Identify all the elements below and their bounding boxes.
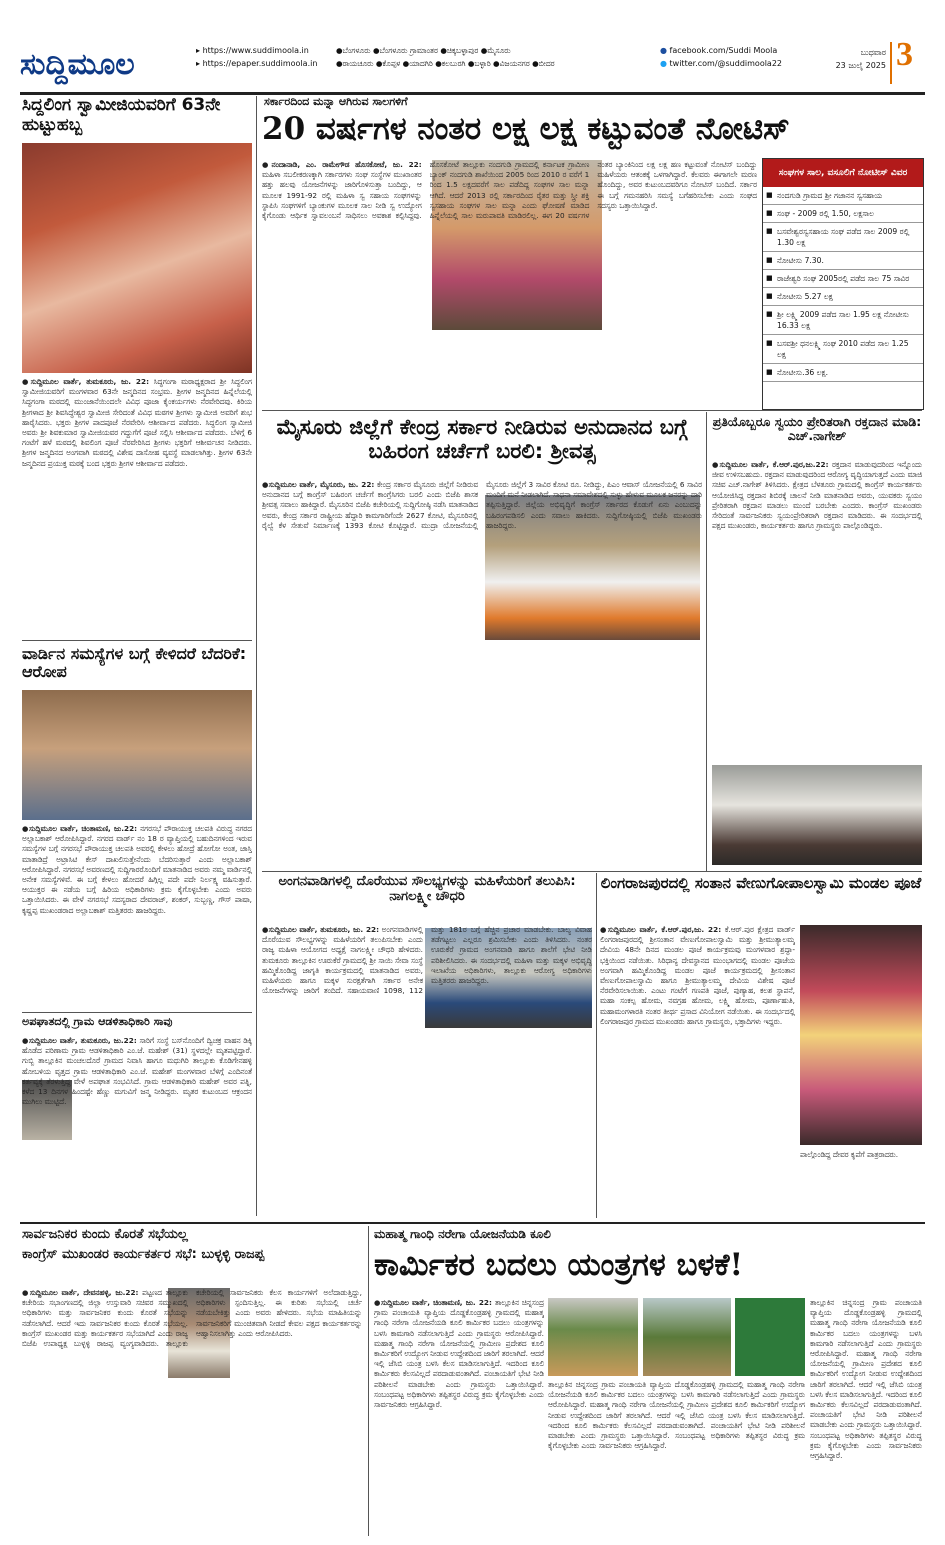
story10-byline: ●ಸುದ್ದಿಮೂಲ ವಾರ್ತೆ, ಚಿಂತಾಮಣಿ, ಜು. 22: xyxy=(374,1298,492,1307)
story5-headline: ಮೈಸೂರು ಜಿಲ್ಲೆಗೆ ಕೇಂದ್ರ ಸರ್ಕಾರ ನೀಡಿರುವ ಅನುದಾನದ ಬಗ್ಗೆ ಬಹಿರಂಗ ಚರ್ಚೆಗೆ ಬರಲಿ: ಶ್ರೀವತ್ಸ xyxy=(276,415,688,464)
story1-body: ಸಿದ್ಧಗಂಗಾ ಮಠಾಧ್ಯಕ್ಷರಾದ ಶ್ರೀ ಸಿದ್ಧಲಿಂಗ ಸ್ವಾಮೀಜಿಯವರಿಗೆ ಮಂಗಳವಾರ 63ನೇ ಜನ್ಮದಿನದ ಸಂಭ್ರಮ. ಶ್ರೀಗಳ ಜನ್ಮದಿನದ ಹಿನ್ನೆಲೆಯಲ್ಲಿ ಸಿದ್ಧಗಂಗಾ ಮಠದಲ್ಲಿ ಮುಂಜಾನೆಯಿಂದಲೇ ವಿವಿಧ ಪೂಜಾ ಕೈಂಕರ್ಯಗಳು ನೆರವೇರಿದವು. ಕಿರಿಯ ಶ್ರೀಗಳಾದ ಶ್ರೀ ಶಿವಸಿದ್ಧೇಶ್ವರ ಸ್ವಾಮೀಜಿ ಸೇರಿದಂತೆ ವಿವಿಧ ಮಠಗಳ ಶ್ರೀಗಳು ಸ್ವಾಮೀಜಿ ಅವರಿಗೆ ಶುಭ ಹಾರೈಸಿದರು. ಭಕ್ತರು ಶ್ರೀಗಳ ಪಾದಪೂಜೆ ನೆರವೇರಿಸಿ ಆಶೀರ್ವಾದ ಪಡೆದರು. ಸಿದ್ಧಲಿಂಗ ಸ್ವಾಮೀಜಿ ಅವರು ಶ್ರೀ ಶಿವಕುಮಾರ ಸ್ವಾಮೀಜಿಯವರ ಗದ್ದುಗೆಗೆ ಪೂಜೆ ಸಲ್ಲಿಸಿ ಆಶೀರ್ವಾದ ಪಡೆದರು. ಬೆಳಿಗ್ಗೆ 6 ಗಂಟೆಗೆ ಹಳೆ ಮಠದಲ್ಲಿ ಶಿವಲಿಂಗ ಪೂಜೆ ನೆರವೇರಿಸಿದ ಶ್ರೀಗಳು ಭಕ್ತರಿಗೆ ಆಶೀರ್ವಚನ ನೀಡಿದರು. ಶ್ರೀಗಳ ಜನ್ಮದಿನದ ಅಂಗವಾಗಿ ಮಠದಲ್ಲಿ ವಿಶೇಷ ದಾಸೋಹ ವ್ಯವಸ್ಥೆ ಮಾಡಲಾಗಿತ್ತು. ಶ್ರೀಗಳ 63ನೇ ಜನ್ಮದಿನದ ಪ್ರಯುಕ್ತ ಮಠಕ್ಕೆ ಬಂದ ಭಕ್ತರು ಶ್ರೀಗಳ ಆಶೀರ್ವಾದ ಪಡೆದರು. xyxy=(22,377,252,468)
facebook-link[interactable]: ● facebook.com/Suddi Moola xyxy=(660,46,778,55)
temple-deity-photo xyxy=(800,925,922,1145)
story3-byline: ●ಸುದ್ದಿಮೂಲ ವಾರ್ತೆ, ತುಮಕೂರು, ಜು.22: xyxy=(22,1036,137,1045)
edition-row: ●ರಾಯಚೂರು ●ಕೊಪ್ಪಳ ●ಯಾದಗಿರಿ ●ಕಲಬುರಗಿ ●ಬಳ್ಳಾರಿ ●ವಿಜಯನಗರ ●ಬೀದರ xyxy=(336,59,555,68)
story2-body: ನಗರಸಭೆ ಪೌರಾಯುಕ್ತ ಚಲಪತಿ ವಿರುದ್ಧ ನಗರದ ಅಲ್ಲಾಬಕಾಶ್ ಆರೋಪಿಸಿದ್ದಾರೆ. ನಗರದ ವಾರ್ಡ್ ನಂ 18 ರ ವ್ಯಾಪ್ತಿಯಲ್ಲಿ ಬಹುದಿನಗಳಿಂದ ಇರುವ ಸಮಸ್ಯೆಗಳ ಬಗ್ಗೆ ನಗರಸಭೆ ಪೌರಾಯುಕ್ತ ಚಲಪತಿ ಅವರಲ್ಲಿ ಕೇಳಲು ಹೋದ್ರೆ ಹೋಗೋ ಅಂತ, ಜಾಸ್ತಿ ಮಾತಾಡಿದ್ರೆ ಅಟ್ರಾಸಿಟಿ ಕೇಸ್ ದಾಖಲಿಸುತ್ತೇನೆಂದು ಬೆದರಿಸುತ್ತಾರೆ ಎಂದು ಅಲ್ಲಾಬಕಾಶ್ ಆರೋಪಿಸಿದ್ದಾರೆ. ನಗರಸಭೆ ಅವರಣದಲ್ಲಿ ಸುದ್ದಿಗಾರರೊಂದಿಗೆ ಮಾತನಾಡಿದ ಅವರು ನಮ್ಮ ವಾರ್ಡಿನಲ್ಲಿ ಅನೇಕ ಸಮಸ್ಯೆಗಳಿವೆ. ಈ ಬಗ್ಗೆ ಕೇಳಲು ಹೋದರೆ ಹಿಗ್ಗಿಲ್ಲ ಪದೇ ಪದೇ ನಿರ್ಲಕ್ಷ್ಯ ವಹಿಸುತ್ತಾರೆ. ಆಯುಕ್ತರ ಈ ನಡೆಯ ಬಗ್ಗೆ ಹಿರಿಯ ಅಧಿಕಾರಿಗಳು ಕ್ರಮ ಕೈಗೊಳ್ಳಬೇಕು ಎಂದು ಅವರು ಒತ್ತಾಯಿಸಿದರು. ಈ ವೇಳೆ ನಗರಸಭೆ ಸದಸ್ಯರಾದ ದೇವರಾಜ್, ಶಂಕರ್, ಸುಬ್ಬಣ್ಣ, ಗೌಸ್ ಪಾಷಾ, ಕೃಷ್ಣಪ್ಪ ಮುಖಂಡರಾದ ಅಲ್ಲಾಬಕಾಶ್ ಮತ್ತಿತರರು ಹಾಜರಿದ್ದರು. xyxy=(22,824,252,915)
date-block xyxy=(806,46,886,72)
story9-text xyxy=(22,1288,362,1533)
divider xyxy=(262,871,922,872)
story6-body: ರಕ್ತದಾನ ಮಾಡುವುದರಿಂದ ಇನ್ನೊಂದು ಜೀವ ಉಳಿಸಬಹುದು. ರಕ್ತದಾನ ಮಾಡುವುದರಿಂದ ಆರೋಗ್ಯ ವೃದ್ಧಿಯಾಗುತ್ತದೆ ಎಂದು ಮಾಜಿ ಸಚಿವ ಎಚ್.ನಾಗೇಶ್ ತಿಳಿಸಿದರು. ಕ್ಷೇತ್ರದ ಬೆಳತೂರು ಗ್ರಾಮದಲ್ಲಿ ಕಾಂಗ್ರೆಸ್ ಕಾರ್ಯಕರ್ತರು ಆಯೋಜಿಸಿದ್ದ ರಕ್ತದಾನ ಶಿಬಿರಕ್ಕೆ ಚಾಲನೆ ನೀಡಿ ಮಾತನಾಡಿದ ಅವರು, ಯುವಕರು ಸ್ವಯಂ ಪ್ರೇರಿತರಾಗಿ ರಕ್ತದಾನ ಮಾಡಲು ಮುಂದೆ ಬರಬೇಕು ಎಂದರು. ಕಾಂಗ್ರೆಸ್ ಮುಖಂಡರು ಸೇರಿದಂತೆ ಸಾರ್ವಜನಿಕರು ಸ್ವಯಂಪ್ರೇರಿತರಾಗಿ ರಕ್ತದಾನ ಮಾಡಿದರು. ಈ ಸಂದರ್ಭದಲ್ಲಿ ಪಕ್ಷದ ಮುಖಂಡರು, ಕಾರ್ಯಕರ್ತರು ಹಾಗೂ ಗ್ರಾಮಸ್ಥರು ಪಾಲ್ಗೊಂಡಿದ್ದರು. xyxy=(712,460,922,531)
sidebar-item: ■ ನೋಟೀಸು 7.30. xyxy=(763,252,923,270)
story3-headline: ಅಪಘಾತದಲ್ಲಿ ಗ್ರಾಮ ಆಡಳಿತಾಧಿಕಾರಿ ಸಾವು xyxy=(22,1015,173,1028)
story6-text xyxy=(712,460,922,760)
story4-byline: ●ನಂದಾನಾಡಿ, ಎಂ. ರಾಮೇಗೌಡ ಹೊಸಕೋಟೆ, ಜು. 22: xyxy=(262,160,422,169)
globe-icon: ▸ xyxy=(196,59,203,68)
sidebar-item: ■ ಶ್ರೀ ಲಕ್ಷ್ಮಿ 2009 ಪಡೆದ ಸಾಲ 1.95 ಲಕ್ಷ ನೋಟೀಸು 16.33 ಲಕ್ಷ xyxy=(763,306,923,335)
column-divider xyxy=(706,412,707,872)
worksite-photo-2 xyxy=(643,1298,731,1376)
story4-kicker: ಸರ್ಕಾರದಿಂದ ಮನ್ನಾ ಆಗಿರುವ ಸಾಲಗಳಿಗೆ xyxy=(264,95,408,108)
story4-headline: 20 ವರ್ಷಗಳ ನಂತರ ಲಕ್ಷ ಲಕ್ಷ ಕಟ್ಟುವಂತೆ ನೋಟಿಸ್ xyxy=(262,111,790,147)
sidebar-item: ■ ರಾಜೇಶ್ವರಿ ಸಂಘ 2005ರಲ್ಲಿ ಪಡೆದ ಸಾಲ 75 ಸಾವಿರ xyxy=(763,270,923,288)
story10-kicker: ಮಹಾತ್ಮ ಗಾಂಧಿ ನರೇಗಾ ಯೋಜನೆಯಡಿ ಕೂಲಿ xyxy=(374,1227,551,1241)
story10-continued: ತಾಲ್ಲೂಕಿನ ಚಿನ್ನಸಂದ್ರ ಗ್ರಾಮ ಪಂಚಾಯತಿ ವ್ಯಾಪ್ತಿಯ ದೊಡ್ಡಕೊಂಡ್ರಹಳ್ಳಿ ಗ್ರಾಮದಲ್ಲಿ ಮಹಾತ್ಮ ಗಾಂಧಿ ನರೇಗಾ ಯೋಜನೆಯಡಿ ಕೂಲಿ ಕಾರ್ಮಿಕರ ಬದಲು ಯಂತ್ರಗಳನ್ನು ಬಳಸಿ ಕಾಮಗಾರಿ ನಡೆಸಲಾಗುತ್ತಿದೆ ಎಂದು ಗ್ರಾಮಸ್ಥರು ಆರೋಪಿಸಿದ್ದಾರೆ. ಮಹಾತ್ಮ ಗಾಂಧಿ ನರೇಗಾ ಯೋಜನೆಯಲ್ಲಿ ಗ್ರಾಮೀಣ ಪ್ರದೇಶದ ಕೂಲಿ ಕಾರ್ಮಿಕರಿಗೆ ಉದ್ಯೋಗ ನೀಡುವ ಉದ್ದೇಶದಿಂದ ಜಾರಿಗೆ ತರಲಾಗಿದೆ. ಆದರೆ ಇಲ್ಲಿ ಜೆಸಿಬಿ ಯಂತ್ರ ಬಳಸಿ ಕೆಲಸ ಮಾಡಿಸಲಾಗುತ್ತಿದೆ. ಇದರಿಂದ ಕೂಲಿ ಕಾರ್ಮಿಕರು ಕೆಲಸವಿಲ್ಲದೆ ಪರದಾಡುವಂತಾಗಿದೆ. ಪಂಚಾಯತಿಗೆ ಭೇಟಿ ನೀಡಿ ಪರಿಶೀಲನೆ ಮಾಡಬೇಕು ಎಂದು ಗ್ರಾಮಸ್ಥರು ಒತ್ತಾಯಿಸಿದ್ದಾರೆ. ಸಂಬಂಧಪಟ್ಟ ಅಧಿಕಾರಿಗಳು ತಪ್ಪಿತಸ್ಥರ ವಿರುದ್ಧ ಕ್ರಮ ಕೈಗೊಳ್ಳಬೇಕು ಎಂದು ಸಾರ್ವಜನಿಕರು ಆಗ್ರಹಿಸಿದ್ದಾರೆ. xyxy=(810,1298,922,1461)
story3-body: ಸಾರಿಗೆ ಸಂಸ್ಥೆ ಬಸ್‌ನೊಂದಿಗೆ ದ್ವಿಚಕ್ರ ವಾಹನ ಡಿಕ್ಕಿ ಹೊಡೆದ ಪರಿಣಾಮ ಗ್ರಾಮ ಆಡಳಿತಾಧಿಕಾರಿ ಎಂ.ಜೆ. ಮಹೇಶ್ (31) ಸ್ಥಳದಲ್ಲೇ ಮೃತಪಟ್ಟಿದ್ದಾರೆ. ಗುಬ್ಬಿ ತಾಲ್ಲೂಕಿನ ಮಂಚಲದೊರೆ ಗ್ರಾಮದ ನಿವಾಸಿ ಹಾಗೂ ಮಧುಗಿರಿ ತಾಲ್ಲೂಕು ಕೊಡಿಗೇನಹಳ್ಳಿ ಹೋಬಳಿಯ ವೃತ್ತದ ಗ್ರಾಮ ಆಡಳಿತಾಧಿಕಾರಿ ಎಂ.ಜೆ. ಮಹೇಶ್ ಮಂಗಳವಾರ ಬೆಳಿಗ್ಗೆ ಎಂದಿನಂತೆ ಕರ್ತವ್ಯಕ್ಕೆ ತೆರಳುತ್ತಿದ್ದ ವೇಳೆ ಅಪಘಾತ ಸಂಭವಿಸಿದೆ. ಗ್ರಾಮ ಆಡಳಿತಾಧಿಕಾರಿ ಮಹೇಶ್ ಅವರ ಪತ್ನಿ, ಕಳೆದ 13 ದಿನಗಳ ಹಿಂದಷ್ಟೇ ಹೆಣ್ಣು ಮಗುವಿಗೆ ಜನ್ಮ ನೀಡಿದ್ದರು. ಮೃತರ ಕುಟುಂಬದ ಆಕ್ರಂದನ ಮುಗಿಲು ಮುಟ್ಟಿದೆ. xyxy=(22,1036,252,1107)
social-links xyxy=(660,44,782,70)
masthead-logo: ಸುದ್ದಿಮೂಲ xyxy=(20,47,135,82)
story9-body: ಪಟ್ಟಣದ ತಾಲ್ಲೂಕು ಕಚೇರಿಯ ಸಭಾಂಗಣದಲ್ಲಿ ಜಿಲ್ಲಾ ಉಸ್ತುವಾರಿ ಸಚಿವರ ಸಮ್ಮುಖದಲ್ಲಿ ಅಧಿಕಾರಿಗಳು ಮತ್ತು ಸಾರ್ವಜನಿಕರ ಕುಂದು ಕೊರತೆ ಸಭೆಯನ್ನು ನಡೆಸಲಾಗಿದೆ. ಆದರೆ ಇದು ಸಾರ್ವಜನಿಕರ ಕುಂದು ಕೊರತೆ ಸಭೆಯಲ್ಲ. ಕಾಂಗ್ರೆಸ್ ಮುಖಂಡರ ಮತ್ತು ಕಾರ್ಯಕರ್ತರ ಸಭೆಯಾಗಿದೆ ಎಂದು ರಾಜ್ಯ ಬಿಜೆಪಿ ಉಪಾಧ್ಯಕ್ಷ ಬುಳ್ಳಳ್ಳಿ ರಾಜಪ್ಪ ವ್ಯಂಗ್ಯವಾಡಿದರು. ತಾಲ್ಲೂಕು ಕಚೇರಿಯಲ್ಲಿ ಸಾರ್ವಜನಿಕರು ಕೆಲಸ ಕಾರ್ಯಗಳಿಗೆ ಅಲೆದಾಡುತ್ತಿದ್ದು, ಅಧಿಕಾರಿಗಳು ಸ್ಪಂದಿಸುತ್ತಿಲ್ಲ. ಈ ಕುರಿತು ಸಭೆಯಲ್ಲಿ ಚರ್ಚೆ ನಡೆಯಬೇಕಿತ್ತು ಎಂದು ಅವರು ಹೇಳಿದರು. ಸಭೆಯ ಮಾಹಿತಿಯನ್ನು ಸಾರ್ವಜನಿಕರಿಗೆ ಮುಂಚಿತವಾಗಿ ನೀಡದೆ ಕೇವಲ ಪಕ್ಷದ ಕಾರ್ಯಕರ್ತರನ್ನು ಆಹ್ವಾನಿಸಲಾಗಿತ್ತು ಎಂದು ಆರೋಪಿಸಿದರು. xyxy=(22,1288,362,1349)
loan-details-box xyxy=(762,158,924,410)
sidebar-item: ■ ಸಂಘ - 2009 ರಲ್ಲಿ 1.50, ಲಕ್ಷಸಾಲ xyxy=(763,205,923,223)
story4-body: ಮಹಿಳಾ ಸಬಲೀಕರಣಕ್ಕಾಗಿ ಸರ್ಕಾರಗಳು ಸಂಘ ಸಂಸ್ಥೆಗಳ ಮುಖಾಂತರ ಹತ್ತು ಹಲವು ಯೋಜನೆಗಳನ್ನು ಜಾರಿಗೊಳಿಸುತ್ತಾ ಬಂದಿದ್ದು, ಆ ಮೂಲಕ 1991-92 ರಲ್ಲಿ ಮಹಿಳಾ ಸ್ವ ಸಹಾಯ ಸಂಘಗಳನ್ನು ಸ್ಥಾಪಿಸಿ ಸಂಘಗಳಿಗೆ ಬ್ಯಾಂಕುಗಳ ಮೂಲಕ ಸಾಲ ನೀಡಿ ಸ್ವ ಉದ್ಯೋಗ ಕೈಗೊಂಡು ಆರ್ಥಿಕ ಸ್ವಾವಲಂಬನೆ ಸಾಧಿಸಲು ಅವಕಾಶ ಕಲ್ಪಿಸಿದ್ದವು. ಹೊಸಕೋಟೆ ತಾಲ್ಲೂಕು ನಂದಗುಡಿ ಗ್ರಾಮದಲ್ಲಿ ಕರ್ನಾಟಕ ಗ್ರಾಮೀಣ ಬ್ಯಾಂಕ್ ನಂದಗುಡಿ ಶಾಖೆಯಿಂದ 2005 ರಿಂದ 2010 ರ ವರೆಗೆ 1 ರಿಂದ 1.5 ಲಕ್ಷದವರೆಗೆ ಸಾಲ ಪಡೆದಿದ್ದ ಸಂಘಗಳ ಸಾಲ ಮನ್ನಾ ಆಗಿದೆ. ಆದರೆ 2013 ರಲ್ಲಿ ಸರ್ಕಾರದಿಂದ ರೈತರ ಮತ್ತು ಸ್ತ್ರೀ ಶಕ್ತಿ ಸ್ವಸಹಾಯ ಸಂಘಗಳ ಸಾಲ ಮನ್ನಾ ಎಂದು ಘೋಷಣೆ ಮಾಡಿದ ಹಿನ್ನೆಲೆಯಲ್ಲಿ ಸಾಲ ಮರುಪಾವತಿ ಮಾಡಿರಲಿಲ್ಲ. ಈಗ 20 ವರ್ಷಗಳ ನಂತರ ಬ್ಯಾಂಕಿನಿಂದ ಲಕ್ಷ ಲಕ್ಷ ಹಣ ಕಟ್ಟುವಂತೆ ನೋಟಿಸ್ ಬಂದಿದ್ದು ಮಹಿಳೆಯರು ಆತಂಕಕ್ಕೆ ಒಳಗಾಗಿದ್ದಾರೆ. ಕೆಲವರು ಈಗಾಗಲೇ ಮರಣ ಹೊಂದಿದ್ದು, ಅವರ ಕುಟುಂಬದವರಿಗೂ ನೋಟಿಸ್ ಬಂದಿದೆ. ಸರ್ಕಾರ ಈ ಬಗ್ಗೆ ಗಮನಹರಿಸಿ ಸಮಸ್ಯೆ ಬಗೆಹರಿಸಬೇಕು ಎಂದು ಸಂಘದ ಸದಸ್ಯರು ಒತ್ತಾಯಿಸಿದ್ದಾರೆ. xyxy=(262,160,757,221)
nrega-signboard-photo xyxy=(735,1298,805,1376)
twitter-icon: ● xyxy=(660,59,670,68)
website-link[interactable]: ▸ https://www.suddimoola.in xyxy=(196,46,309,55)
divider xyxy=(890,42,892,84)
sidebar-heading: ಸಂಘಗಳ ಸಾಲ, ವಸೂಲಿಗೆ ನೋಟೀಸ್ ವಿವರ xyxy=(763,159,923,187)
divider xyxy=(22,1012,252,1013)
sidebar-item: ■ ಬಸವೇಶ್ವರಸ್ವಸಹಾಯ ಸಂಘ ಪಡೆದ ಸಾಲ 2009 ರಲ್ಲಿ 1.30 ಲಕ್ಷ xyxy=(763,223,923,252)
story8-body: ಕೆ.ಆರ್.ಪುರ ಕ್ಷೇತ್ರದ ವಾರ್ಡ್ ಲಿಂಗರಾಜಪುರದಲ್ಲಿ ಶ್ರೀಸಂತಾನ ವೇಣುಗೋಪಾಲಸ್ವಾಮಿ ಮತ್ತು ಶ್ರೀಮುತ್ಯಾಲಮ್ಮ ದೇವಿಯ 48ನೇ ದಿನದ ಮಂಡಲ ಪೂಜೆ ಕಾರ್ಯಕ್ರಮವು ಮಂಗಳವಾರ ಶ್ರದ್ಧಾ-ಭಕ್ತಿಯಿಂದ ನಡೆಯಿತು. ಸಿರಿಧಾನ್ಯ ದೇವಸ್ಥಾನದ ಮುಂಭಾಗದಲ್ಲಿ ಮಂಡಲ ಪೂಜೆಯ ಅಂಗವಾಗಿ ಹಮ್ಮಿಕೊಂಡಿದ್ದ ಮಂಡಲ ಪೂಜೆ ಕಾರ್ಯಕ್ರಮದಲ್ಲಿ ಶ್ರೀಸಂತಾನ ವೇಣುಗೋಪಾಲಸ್ವಾಮಿ ಹಾಗೂ ಶ್ರೀಮುತ್ಯಾಲಮ್ಮ ದೇವಿಯ ವಿಶೇಷ ಪೂಜೆ ನೆರವೇರಿಸಲಾಯಿತು. ಎಂಟು ಗಂಟೆಗೆ ಗಣಪತಿ ಪೂಜೆ, ಪುಣ್ಯಾಹ, ಕಲಶ ಸ್ಥಾಪನೆ, ಮಹಾ ಸಂಕಲ್ಪ ಹೋಮ, ನವಗ್ರಹ ಹೋಮ, ಲಕ್ಷ್ಮಿ ಹೋಮ, ಪೂರ್ಣಾಹುತಿ, ಮಹಾಮಂಗಳಾರತಿ ನಂತರ ತೀರ್ಥ ಪ್ರಸಾದ ವಿನಿಯೋಗ ನಡೆಯಿತು. ಈ ಸಂದರ್ಭದಲ್ಲಿ ಲಿಂಗರಾಜಪುರ ಗ್ರಾಮದ ಮುಖಂಡರು ಹಾಗೂ ಗ್ರಾಮಸ್ಥರು, ಭಕ್ತಾದಿಗಳು ಇದ್ದರು. xyxy=(600,925,795,1026)
divider xyxy=(262,410,922,411)
story1-headline: ಸಿದ್ದಲಿಂಗ ಸ್ವಾಮೀಜಿಯವರಿಗೆ 63ನೇ ಹುಟ್ಟುಹಬ್ಬ xyxy=(22,95,221,135)
swamiji-photo xyxy=(22,143,252,373)
masthead-urls xyxy=(196,44,317,70)
story8-caption: ಪಾಲ್ಗೊಂಡಿದ್ದ ದೇವರ ಕೃಪೆಗೆ ಪಾತ್ರರಾದರು. xyxy=(800,1150,899,1159)
issue-date: 23 ಜುಲೈ 2025 xyxy=(835,61,886,70)
edition-list xyxy=(336,44,616,70)
divider xyxy=(22,640,252,641)
story10-headline: ಕಾರ್ಮಿಕರ ಬದಲು ಯಂತ್ರಗಳ ಬಳಕೆ! xyxy=(374,1247,744,1283)
story9-kicker: ಸಾರ್ವಜನಿಕರ ಕುಂದು ಕೊರತೆ ಸಭೆಯಲ್ಲ xyxy=(22,1227,188,1242)
story10-text xyxy=(374,1298,544,1536)
column-divider xyxy=(596,873,597,1218)
worksite-photo-1 xyxy=(548,1298,638,1376)
blood-donation-photo xyxy=(712,765,922,865)
story7-body: ಅಂಗನವಾಡಿಗಳಲ್ಲಿ ದೊರೆಯುವ ಸೌಲಭ್ಯಗಳನ್ನು ಮಹಿಳೆಯರಿಗೆ ತಲುಪಿಸಬೇಕು ಎಂದು ರಾಜ್ಯ ಮಹಿಳಾ ಆಯೋಗದ ಅಧ್ಯಕ್ಷೆ ನಾಗಲಕ್ಷ್ಮೀ ಚೌಧರಿ ಹೇಳಿದರು. ತುಮಕೂರು ತಾಲ್ಲೂಕಿನ ಊರುಕೆರೆ ಗ್ರಾಮದಲ್ಲಿ ಶ್ರೀ ಸಾಯಿ ಸೇವಾ ಸಂಸ್ಥೆ ಹಮ್ಮಿಕೊಂಡಿದ್ದ ಜಾಗೃತಿ ಕಾರ್ಯಕ್ರಮದಲ್ಲಿ ಮಾತನಾಡಿದ ಅವರು, ಮಹಿಳೆಯರು ಹಾಗೂ ಮಕ್ಕಳ ಸುರಕ್ಷತೆಗಾಗಿ ಸರ್ಕಾರ ಅನೇಕ ಯೋಜನೆಗಳನ್ನು ಜಾರಿಗೆ ತಂದಿದೆ. ಸಹಾಯವಾಣಿ 1098, 112 ಮತ್ತು 181ರ ಬಗ್ಗೆ ಹೆಚ್ಚಿನ ಪ್ರಚಾರ ಮಾಡಬೇಕು. ಬಾಲ್ಯ ವಿವಾಹ ತಡೆಗಟ್ಟಲು ಎಲ್ಲರೂ ಶ್ರಮಿಸಬೇಕು ಎಂದು ತಿಳಿಸಿದರು. ನಂತರ ಊರುಕೆರೆ ಗ್ರಾಮದ ಅಂಗನವಾಡಿ ಹಾಗೂ ಶಾಲೆಗೆ ಭೇಟಿ ನೀಡಿ ಪರಿಶೀಲಿಸಿದರು. ಈ ಸಂದರ್ಭದಲ್ಲಿ ಮಹಿಳಾ ಮತ್ತು ಮಕ್ಕಳ ಅಭಿವೃದ್ಧಿ ಇಲಾಖೆಯ ಅಧಿಕಾರಿಗಳು, ತಾಲ್ಲೂಕು ಆರೋಗ್ಯ ಅಧಿಕಾರಿಗಳು ಮತ್ತಿತರರು ಹಾಜರಿದ್ದರು. xyxy=(262,925,592,996)
weekday: ಬುಧವಾರ xyxy=(860,48,886,57)
complaint-photo xyxy=(22,690,252,820)
story7-text xyxy=(262,925,592,1215)
sidebar-item: ■ ನೋಟೀಸು 5.27 ಲಕ್ಷ xyxy=(763,288,923,306)
story7-byline: ●ಸುದ್ದಿಮೂಲ ವಾರ್ತೆ, ತುಮಕೂರು, ಜು. 22: xyxy=(262,925,380,934)
story6-headline: ಪ್ರತಿಯೊಬ್ಬರೂ ಸ್ವಯಂ ಪ್ರೇರಿತರಾಗಿ ರಕ್ತದಾನ ಮಾಡಿ: ಎಚ್.ನಾಗೇಶ್ xyxy=(712,414,922,444)
column-divider xyxy=(368,1226,369,1536)
story8-byline: ●ಸುದ್ದಿಮೂಲ ವಾರ್ತೆ, ಕೆ.ಆರ್.ಪುರ,ಜು. 22: xyxy=(600,925,722,934)
sidebar-item: ■ ಬಸವಶ್ರೀ ಧನಲಕ್ಷ್ಮಿ ಸಂಘ 2010 ಪಡೆದ ಸಾಲ 1.25 ಲಕ್ಷ xyxy=(763,335,923,364)
story8-headline: ಲಿಂಗರಾಜಪುರದಲ್ಲಿ ಸಂತಾನ ವೇಣುಗೋಪಾಲಸ್ವಾಮಿ ಮಂಡಲ ಪೂಜೆ xyxy=(600,874,922,892)
story3-text xyxy=(22,1036,252,1216)
page-number: 3 xyxy=(896,36,913,73)
story10-continued: ತಾಲ್ಲೂಕಿನ ಚಿನ್ನಸಂದ್ರ ಗ್ರಾಮ ಪಂಚಾಯತಿ ವ್ಯಾಪ್ತಿಯ ದೊಡ್ಡಕೊಂಡ್ರಹಳ್ಳಿ ಗ್ರಾಮದಲ್ಲಿ ಮಹಾತ್ಮ ಗಾಂಧಿ ನರೇಗಾ ಯೋಜನೆಯಡಿ ಕೂಲಿ ಕಾರ್ಮಿಕರ ಬದಲು ಯಂತ್ರಗಳನ್ನು ಬಳಸಿ ಕಾಮಗಾರಿ ನಡೆಸಲಾಗುತ್ತಿದೆ ಎಂದು ಗ್ರಾಮಸ್ಥರು ಆರೋಪಿಸಿದ್ದಾರೆ. ಮಹಾತ್ಮ ಗಾಂಧಿ ನರೇಗಾ ಯೋಜನೆಯಲ್ಲಿ ಗ್ರಾಮೀಣ ಪ್ರದೇಶದ ಕೂಲಿ ಕಾರ್ಮಿಕರಿಗೆ ಉದ್ಯೋಗ ನೀಡುವ ಉದ್ದೇಶದಿಂದ ಜಾರಿಗೆ ತರಲಾಗಿದೆ. ಆದರೆ ಇಲ್ಲಿ ಜೆಸಿಬಿ ಯಂತ್ರ ಬಳಸಿ ಕೆಲಸ ಮಾಡಿಸಲಾಗುತ್ತಿದೆ. ಇದರಿಂದ ಕೂಲಿ ಕಾರ್ಮಿಕರು ಕೆಲಸವಿಲ್ಲದೆ ಪರದಾಡುವಂತಾಗಿದೆ. ಪಂಚಾಯತಿಗೆ ಭೇಟಿ ನೀಡಿ ಪರಿಶೀಲನೆ ಮಾಡಬೇಕು ಎಂದು ಗ್ರಾಮಸ್ಥರು ಒತ್ತಾಯಿಸಿದ್ದಾರೆ. ಸಂಬಂಧಪಟ್ಟ ಅಧಿಕಾರಿಗಳು ತಪ್ಪಿತಸ್ಥರ ವಿರುದ್ಧ ಕ್ರಮ ಕೈಗೊಳ್ಳಬೇಕು ಎಂದು ಸಾರ್ವಜನಿಕರು ಆಗ್ರಹಿಸಿದ್ದಾರೆ. xyxy=(548,1380,805,1451)
twitter-link[interactable]: ● twitter.com/@suddimoola22 xyxy=(660,59,783,68)
column-divider xyxy=(256,96,257,1216)
story2-byline: ●ಸುದ್ದಿಮೂಲ ವಾರ್ತೆ, ಚಿಂತಾಮಣಿ, ಜು.22: xyxy=(22,824,138,833)
story1-text xyxy=(22,377,252,637)
facebook-icon: ● xyxy=(660,46,670,55)
story6-byline: ●ಸುದ್ದಿಮೂಲ ವಾರ್ತೆ, ಕೆ.ಆರ್.ಪುರ,ಜು.22: xyxy=(712,460,829,469)
story7-headline: ಅಂಗನವಾಡಿಗಳಲ್ಲಿ ದೊರೆಯುವ ಸೌಲಭ್ಯಗಳನ್ನು ಮಹಿಳೆಯರಿಗೆ ತಲುಪಿಸಿ: ನಾಗಲಕ್ಷ್ಮೀ ಚೌಧರಿ xyxy=(278,874,576,904)
story1-byline: ●ಸುದ್ದಿಮೂಲ ವಾರ್ತೆ, ತುಮಕೂರು, ಜು. 22: xyxy=(22,377,149,386)
story4-text xyxy=(262,160,757,405)
globe-icon: ▸ xyxy=(196,46,203,55)
sidebar-item: ■ ನಂದಗುಡಿ ಗ್ರಾಮದ ಶ್ರೀ ಗಜಾನನ ಸ್ವಸಹಾಯ xyxy=(763,187,923,205)
story10-body: ತಾಲ್ಲೂಕಿನ ಚಿನ್ನಸಂದ್ರ ಗ್ರಾಮ ಪಂಚಾಯತಿ ವ್ಯಾಪ್ತಿಯ ದೊಡ್ಡಕೊಂಡ್ರಹಳ್ಳಿ ಗ್ರಾಮದಲ್ಲಿ ಮಹಾತ್ಮ ಗಾಂಧಿ ನರೇಗಾ ಯೋಜನೆಯಡಿ ಕೂಲಿ ಕಾರ್ಮಿಕರ ಬದಲು ಯಂತ್ರಗಳನ್ನು ಬಳಸಿ ಕಾಮಗಾರಿ ನಡೆಸಲಾಗುತ್ತಿದೆ ಎಂದು ಗ್ರಾಮಸ್ಥರು ಆರೋಪಿಸಿದ್ದಾರೆ. ಮಹಾತ್ಮ ಗಾಂಧಿ ನರೇಗಾ ಯೋಜನೆಯಲ್ಲಿ ಗ್ರಾಮೀಣ ಪ್ರದೇಶದ ಕೂಲಿ ಕಾರ್ಮಿಕರಿಗೆ ಉದ್ಯೋಗ ನೀಡುವ ಉದ್ದೇಶದಿಂದ ಜಾರಿಗೆ ತರಲಾಗಿದೆ. ಆದರೆ ಇಲ್ಲಿ ಜೆಸಿಬಿ ಯಂತ್ರ ಬಳಸಿ ಕೆಲಸ ಮಾಡಿಸಲಾಗುತ್ತಿದೆ. ಇದರಿಂದ ಕೂಲಿ ಕಾರ್ಮಿಕರು ಕೆಲಸವಿಲ್ಲದೆ ಪರದಾಡುವಂತಾಗಿದೆ. ಪಂಚಾಯತಿಗೆ ಭೇಟಿ ನೀಡಿ ಪರಿಶೀಲನೆ ಮಾಡಬೇಕು ಎಂದು ಗ್ರಾಮಸ್ಥರು ಒತ್ತಾಯಿಸಿದ್ದಾರೆ. ಸಂಬಂಧಪಟ್ಟ ಅಧಿಕಾರಿಗಳು ತಪ್ಪಿತಸ್ಥರ ವಿರುದ್ಧ ಕ್ರಮ ಕೈಗೊಳ್ಳಬೇಕು ಎಂದು ಸಾರ್ವಜನಿಕರು ಆಗ್ರಹಿಸಿದ್ದಾರೆ. xyxy=(374,1298,544,1410)
story2-text xyxy=(22,824,252,1010)
story2-headline: ವಾರ್ಡಿನ ಸಮಸ್ಯೆಗಳ ಬಗ್ಗೆ ಕೇಳಿದರೆ ಬೆದರಿಕೆ: ಆರೋಪ xyxy=(22,644,247,682)
story5-byline: ●ಸುದ್ದಿಮೂಲ ವಾರ್ತೆ, ಮೈಸೂರು, ಜು. 22: xyxy=(262,480,375,489)
story9-byline: ●ಸುದ್ದಿಮೂಲ ವಾರ್ತೆ, ದೇವನಹಳ್ಳಿ, ಜು.22: xyxy=(22,1288,139,1297)
story9-headline: ಕಾಂಗ್ರೆಸ್ ಮುಖಂಡರ ಕಾರ್ಯಕರ್ತರ ಸಭೆ: ಬುಳ್ಳಳ್ಳಿ ರಾಜಪ್ಪ xyxy=(22,1247,265,1262)
sidebar-item: ■ ನೋಟೀಸು.36 ಲಕ್ಷ. xyxy=(763,364,923,382)
story5-text xyxy=(262,480,702,865)
story5-body: ಕೇಂದ್ರ ಸರ್ಕಾರ ಮೈಸೂರು ಜಿಲ್ಲೆಗೆ ನೀಡಿರುವ ಅನುದಾನದ ಬಗ್ಗೆ ಕಾಂಗ್ರೆಸ್ ಬಹಿರಂಗ ಚರ್ಚೆಗೆ ಕಾಂಗ್ರೆಸಿಗರು ಬರಲಿ ಎಂದು ಬಿಜೆಪಿ ಶಾಸಕ ಶ್ರೀವತ್ಸ ಸವಾಲು ಹಾಕಿದ್ದಾರೆ. ಮೈಸೂರಿನ ಬಿಜೆಪಿ ಕಚೇರಿಯಲ್ಲಿ ಸುದ್ದಿಗೋಷ್ಠಿ ನಡೆಸಿ ಮಾತನಾಡಿದ ಅವರು, ಕೇಂದ್ರ ಸರ್ಕಾರ ರಾಷ್ಟ್ರೀಯ ಹೆದ್ದಾರಿ ಕಾಮಗಾರಿಗೆಂದೇ 2627 ಕೋಟಿ, ಮೈಸೂರಿನಲ್ಲಿ ರೈಲ್ವೆ ಕೆಳ ಸೇತುವೆ ನಿರ್ಮಾಣಕ್ಕೆ 1393 ಕೋಟಿ ಕೊಟ್ಟಿದ್ದಾರೆ. ಮುದ್ರಾ ಯೋಜನೆಯಲ್ಲಿ ಮೈಸೂರು ಜಿಲ್ಲೆಗೆ 3 ಸಾವಿರ ಕೋಟಿ ರೂ. ನೀಡಿದ್ದು, ಪಿಎಂ ಆವಾಸ್ ಯೋಜನೆಯಲ್ಲಿ 6 ಸಾವಿರ ಮಂದಿಗೆ ಮನೆ ನೀಡಲಾಗಿದೆ. ಸಾಧನಾ ಸಮಾವೇಶದಲ್ಲಿ ಸುಳ್ಳು ಹೇಳುವ ಮೂಲಕ ಜನರನ್ನು ದಾರಿ ತಪ್ಪಿಸುತ್ತಿದ್ದಾರೆ. ಜಿಲ್ಲೆಯ ಅಭಿವೃದ್ಧಿಗೆ ಕಾಂಗ್ರೆಸ್ ಸರ್ಕಾರದ ಕೊಡುಗೆ ಏನು ಎಂಬುದನ್ನು ಬಹಿರಂಗಪಡಿಸಲಿ ಎಂದು ಸವಾಲು ಹಾಕಿದರು. ಸುದ್ದಿಗೋಷ್ಠಿಯಲ್ಲಿ ಬಿಜೆಪಿ ಮುಖಂಡರು ಹಾಜರಿದ್ದರು. xyxy=(262,480,702,530)
divider xyxy=(20,1222,925,1224)
sidebar-list xyxy=(763,187,923,382)
edition-row: ●ಬೆಂಗಳೂರು ●ಬೆಂಗಳೂರು ಗ್ರಾಮಾಂತರ ●ಚಿಕ್ಕಬಳ್ಳಾಪುರ ●ಮೈಸೂರು xyxy=(336,46,511,55)
story8-text xyxy=(600,925,795,1215)
epaper-link[interactable]: ▸ https://epaper.suddimoola.in xyxy=(196,59,318,68)
